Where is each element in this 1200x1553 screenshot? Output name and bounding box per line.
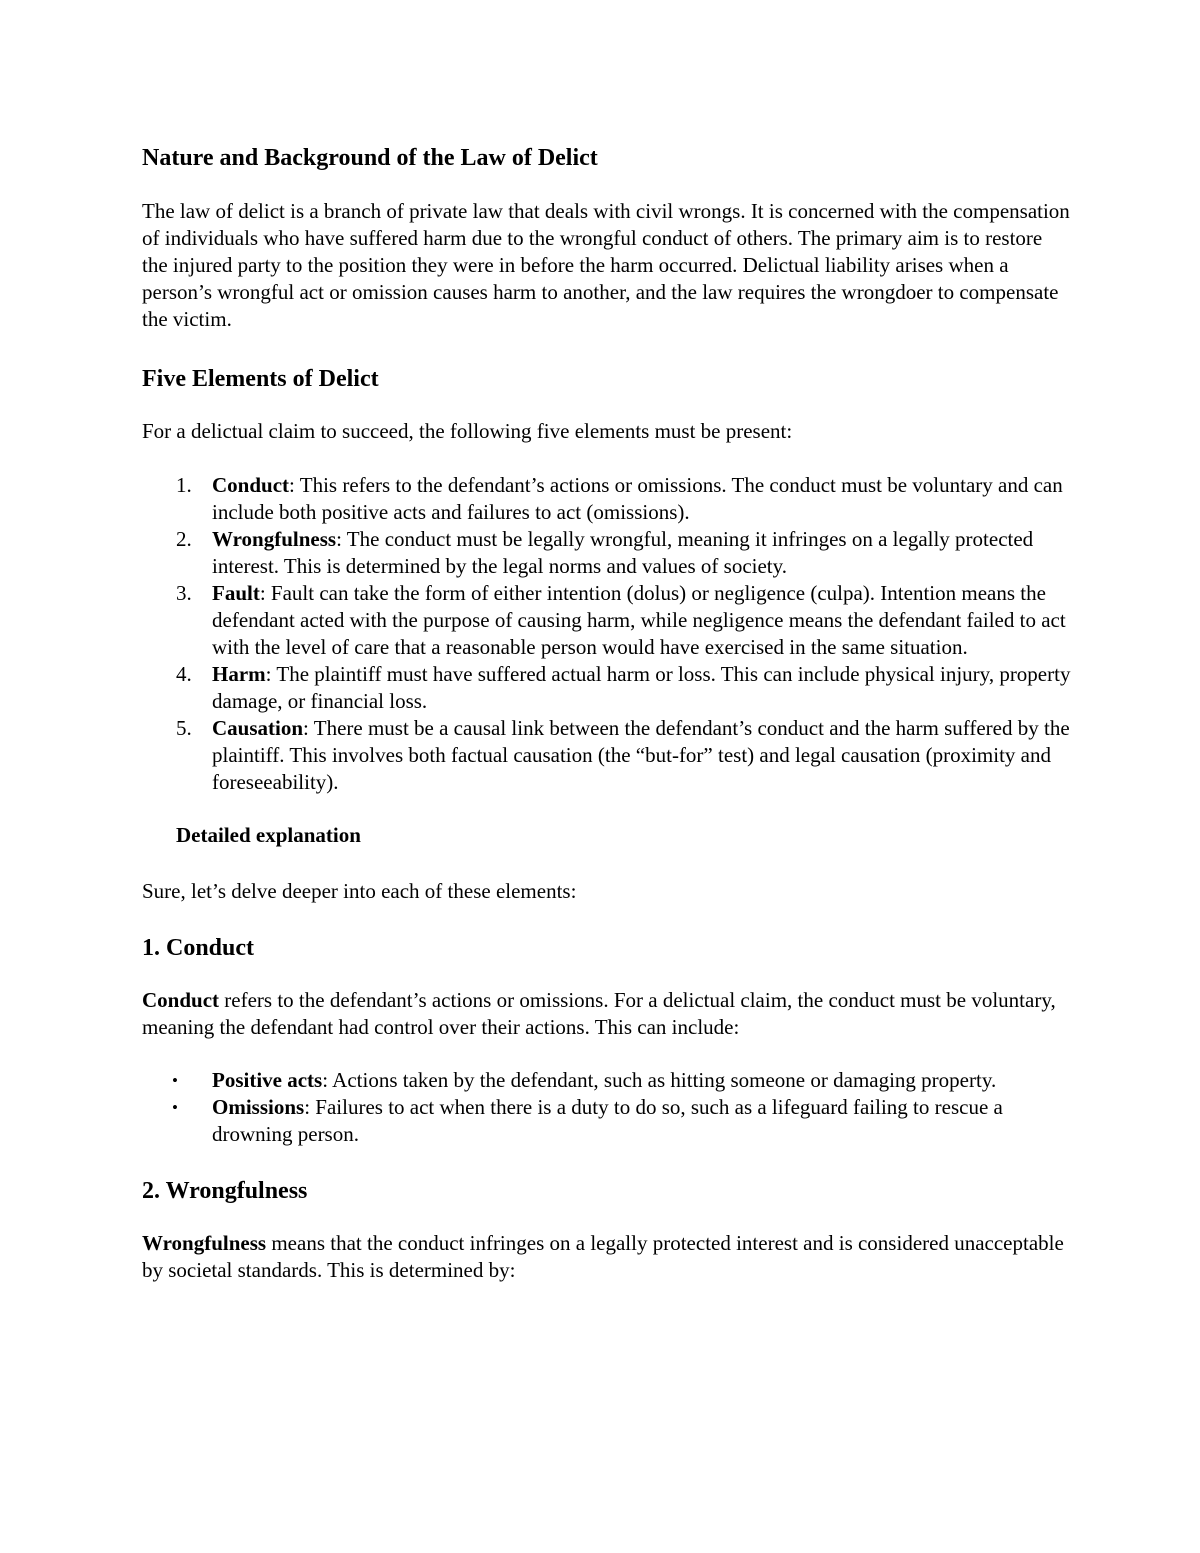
list-number: 2. bbox=[176, 527, 192, 551]
list-item-term: Causation bbox=[212, 716, 304, 740]
list-number: 3. bbox=[176, 581, 192, 605]
conduct-paragraph bbox=[142, 987, 1072, 1041]
list-item bbox=[142, 661, 1072, 715]
list-number: 4. bbox=[176, 662, 192, 686]
list-number: 1. bbox=[176, 473, 192, 497]
conduct-text: refers to the defendant’s actions or omissions. For a delictual claim, the conduct must be voluntary, meaning the defendant had control over their actions. This can include: bbox=[142, 988, 1056, 1039]
list-item-term: Wrongfulness bbox=[212, 527, 337, 551]
list-item bbox=[142, 1094, 1072, 1148]
five-elements-lead: For a delictual claim to succeed, the following five elements must be present: bbox=[142, 419, 793, 443]
list-item-term: Omissions bbox=[212, 1095, 305, 1119]
list-item-text: : The plaintiff must have suffered actual harm or loss. This can include physical injury, property damage, or financial loss. bbox=[212, 662, 1071, 713]
elements-list bbox=[142, 472, 1072, 796]
list-item bbox=[142, 526, 1072, 580]
list-item-text: : This refers to the defendant’s actions or omissions. The conduct must be voluntary and can include both positive acts and failures to act (omissions). bbox=[212, 473, 1063, 524]
list-item bbox=[142, 715, 1072, 796]
document-page bbox=[142, 142, 1072, 1284]
conduct-bullet-list bbox=[142, 1067, 1072, 1148]
list-number: 5. bbox=[176, 716, 192, 740]
intro-paragraph: The law of delict is a branch of private law that deals with civil wrongs. It is concerned with the compensation of individuals who have suffered harm due to the wrongful conduct of others. The primary aim is to restore the injured party to the position they were in before the harm occurred. Delictual liability arises when a person’s wrongful act or omission causes harm to another, and the law requires the wrongdoer to compensate the victim. bbox=[142, 199, 1070, 331]
wrongfulness-heading: 2. Wrongfulness bbox=[142, 1178, 308, 1204]
list-item-term: Conduct bbox=[212, 473, 290, 497]
list-item bbox=[142, 580, 1072, 661]
list-item bbox=[142, 1067, 1072, 1094]
conduct-heading: 1. Conduct bbox=[142, 935, 255, 961]
list-item-text: : There must be a causal link between the defendant’s conduct and the harm suffered by the plaintiff. This involves both factual causation (the “but-for” test) and legal causation (proximity and foreseeability). bbox=[212, 716, 1070, 794]
conduct-term: Conduct bbox=[142, 988, 220, 1012]
list-item-term: Positive acts bbox=[212, 1068, 323, 1092]
wrongfulness-paragraph bbox=[142, 1230, 1072, 1284]
list-item bbox=[142, 472, 1072, 526]
five-elements-heading: Five Elements of Delict bbox=[142, 366, 379, 392]
list-item-text: : Failures to act when there is a duty to do so, such as a lifeguard failing to rescue a drowning person. bbox=[212, 1095, 1003, 1146]
list-item-text: : Fault can take the form of either intention (dolus) or negligence (culpa). Intention means the defendant acted with the purpose of causing harm, while negligence means the defendant failed to act with the level of care that a reasonable person would have exercised in the same situation. bbox=[212, 581, 1066, 659]
document-title: Nature and Background of the Law of Delict bbox=[142, 145, 598, 171]
list-item-term: Harm bbox=[212, 662, 266, 686]
detailed-explanation-heading: Detailed explanation bbox=[176, 823, 361, 847]
bullet-icon: • bbox=[172, 1071, 178, 1090]
wrongfulness-term: Wrongfulness bbox=[142, 1231, 267, 1255]
list-item-term: Fault bbox=[212, 581, 260, 605]
wrongfulness-text: means that the conduct infringes on a legally protected interest and is considered unacceptable by societal standards. This is determined by: bbox=[142, 1231, 1064, 1282]
detailed-lead: Sure, let’s delve deeper into each of these elements: bbox=[142, 879, 577, 903]
list-item-text: : Actions taken by the defendant, such as hitting someone or damaging property. bbox=[322, 1068, 997, 1092]
bullet-icon: • bbox=[172, 1098, 178, 1117]
list-item-text: : The conduct must be legally wrongful, meaning it infringes on a legally protected interest. This is determined by the legal norms and values of society. bbox=[212, 527, 1034, 578]
